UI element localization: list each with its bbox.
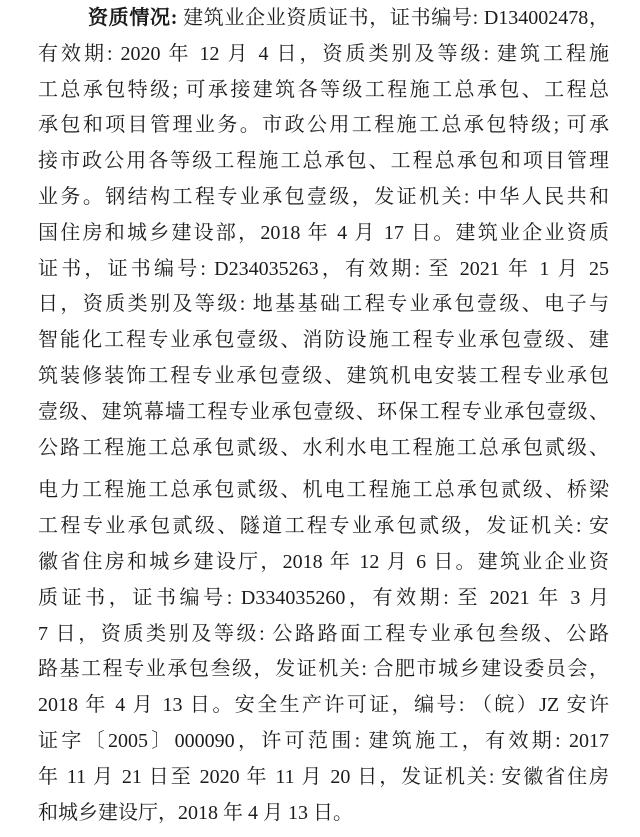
text-segment: 2018 年 4 月 13 日。安全生产许可证，编号: （皖）JZ 安许 (38, 694, 609, 717)
text-line (38, 581, 609, 617)
text-segment: 质证书，证书编号: D334035260，有效期: 至 2021 年 3 月 (38, 586, 609, 609)
text-line (38, 144, 609, 180)
text-line (38, 180, 609, 216)
text-line (38, 617, 609, 653)
section-label: 资质情况: (88, 7, 178, 29)
text-segment: 筑装修装饰工程专业承包壹级、建筑机电安装工程专业承包 (38, 364, 609, 387)
text-line (38, 287, 609, 323)
text-segment: 接市政公用各等级工程施工总承包、工程总承包和项目管理 (38, 150, 609, 173)
document-body (38, 1, 609, 831)
text-segment: 和城乡建设厅，2018 年 4 月 13 日。 (38, 801, 353, 824)
text-line (38, 760, 609, 796)
text-line (38, 395, 609, 431)
text-segment: 国住房和城乡建设部，2018 年 4 月 17 日。建筑业企业资质 (38, 221, 609, 244)
text-line (38, 73, 609, 109)
text-segment: 年 11 月 21 日至 2020 年 11 月 20 日，发证机关: 安徽省住房 (38, 765, 609, 788)
text-segment: 日，资质类别及等级: 地基基础工程专业承包壹级、电子与 (38, 293, 609, 316)
text-segment: 承包和项目管理业务。市政公用工程施工总承包特级; 可承 (38, 114, 609, 137)
text-segment: 智能化工程专业承包壹级、消防设施工程专业承包壹级、建 (38, 329, 609, 352)
text-segment: 有效期: 2020 年 12 月 4 日，资质类别及等级: 建筑工程施 (38, 42, 609, 65)
text-segment: 证字〔2005〕000090，许可范围: 建筑施工，有效期: 2017 (38, 729, 609, 752)
text-segment: 电力工程施工总承包贰级、机电工程施工总承包贰级、桥梁 (38, 479, 609, 502)
text-segment: 路基工程专业承包叁级，发证机关: 合肥市城乡建设委员会， (38, 658, 609, 681)
text-segment: 壹级、建筑幕墙工程专业承包壹级、环保工程专业承包壹级、 (38, 400, 609, 423)
text-segment: 建筑业企业资质证书，证书编号: D134002478， (177, 7, 609, 29)
text-line (38, 359, 609, 395)
text-line (38, 652, 609, 688)
text-line (38, 323, 609, 359)
text-segment: 工程专业承包贰级、隧道工程专业承包贰级，发证机关: 安 (38, 515, 609, 538)
text-segment: 公路工程施工总承包贰级、水利水电工程施工总承包贰级、 (38, 436, 609, 459)
text-segment: 工总承包特级; 可承接建筑各等级工程施工总承包、工程总 (38, 78, 609, 101)
text-line (38, 509, 609, 545)
text-line (38, 724, 609, 760)
text-line (38, 216, 609, 252)
text-line (38, 473, 609, 509)
text-segment: 徽省住房和城乡建设厅，2018 年 12 月 6 日。建筑业企业资 (38, 550, 609, 573)
text-line (38, 545, 609, 581)
text-segment: 证书，证书编号: D234035263，有效期: 至 2021 年 1 月 25 (38, 257, 609, 280)
text-segment: 业务。钢结构工程专业承包壹级，发证机关: 中华人民共和 (38, 185, 609, 208)
text-line (38, 431, 609, 467)
text-line (38, 37, 609, 73)
text-line (38, 1, 609, 37)
text-line (38, 796, 609, 832)
text-line (38, 108, 609, 144)
text-line (38, 688, 609, 724)
text-line (38, 252, 609, 288)
text-segment: 7 日，资质类别及等级: 公路路面工程专业承包叁级、公路 (38, 622, 609, 645)
